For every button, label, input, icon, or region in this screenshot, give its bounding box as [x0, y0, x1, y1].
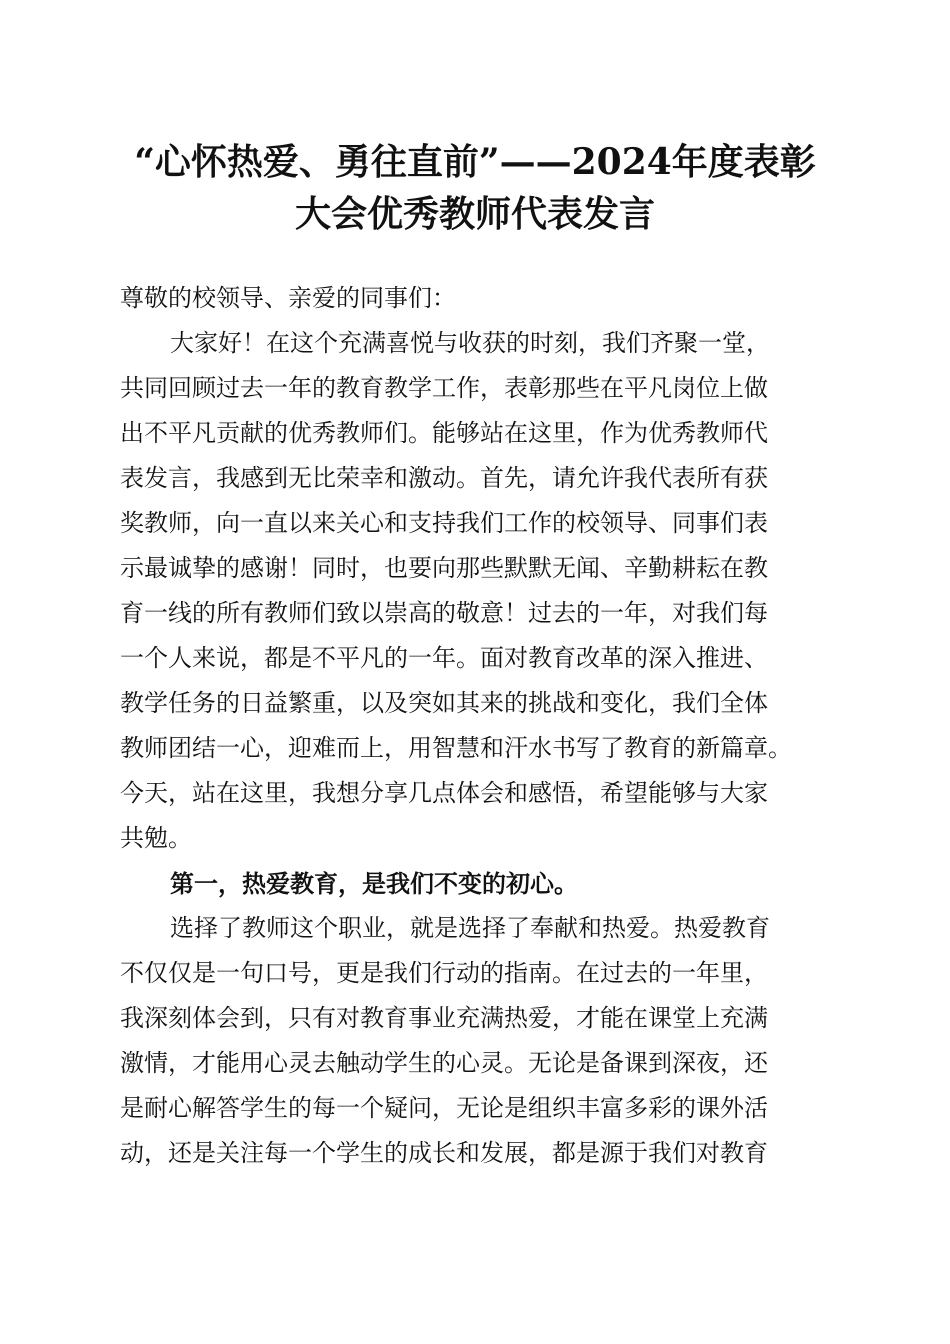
section-heading: 第一，热爱教育，是我们不变的初心。	[170, 869, 578, 898]
page-title	[60, 136, 890, 240]
paragraph-line: 共同回顾过去一年的教育教学工作，表彰那些在平凡岗位上做	[120, 374, 768, 402]
title-line-1: “心怀热爱、勇往直前”——2024年度表彰	[134, 141, 816, 183]
paragraph-line: 教师团结一心，迎难而上，用智慧和汗水书写了教育的新篇章。	[120, 734, 792, 762]
paragraph-line: 动，还是关注每一个学生的成长和发展，都是源于我们对教育	[120, 1139, 768, 1167]
paragraph-line: 育一线的所有教师们致以崇高的敬意！过去的一年，对我们每	[120, 599, 768, 627]
salutation-line: 尊敬的校领导、亲爱的同事们：	[120, 284, 456, 312]
title-line-2: 大会优秀教师代表发言	[294, 193, 655, 235]
paragraph-line: 教学任务的日益繁重，以及突如其来的挑战和变化，我们全体	[120, 689, 768, 717]
paragraph-line: 是耐心解答学生的每一个疑问，无论是组织丰富多彩的课外活	[120, 1094, 768, 1122]
paragraph-line: 示最诚挚的感谢！同时，也要向那些默默无闻、辛勤耕耘在教	[120, 554, 768, 582]
speech-body	[120, 276, 835, 1176]
paragraph-line: 选择了教师这个职业，就是选择了奉献和热爱。热爱教育	[170, 914, 770, 942]
paragraph-line: 今天，站在这里，我想分享几点体会和感悟，希望能够与大家	[120, 779, 768, 807]
paragraph-line: 表发言，我感到无比荣幸和激动。首先，请允许我代表所有获	[120, 464, 768, 492]
paragraph-line: 奖教师，向一直以来关心和支持我们工作的校领导、同事们表	[120, 509, 768, 537]
paragraph-line: 一个人来说，都是不平凡的一年。面对教育改革的深入推进、	[120, 644, 768, 672]
paragraph-line: 出不平凡贡献的优秀教师们。能够站在这里，作为优秀教师代	[120, 419, 768, 447]
paragraph-line: 我深刻体会到，只有对教育事业充满热爱，才能在课堂上充满	[120, 1004, 768, 1032]
paragraph-line: 大家好！在这个充满喜悦与收获的时刻，我们齐聚一堂，	[170, 329, 770, 357]
paragraph-line: 共勉。	[120, 824, 192, 852]
paragraph-line: 不仅仅是一句口号，更是我们行动的指南。在过去的一年里，	[120, 959, 768, 987]
paragraph-line: 激情，才能用心灵去触动学生的心灵。无论是备课到深夜，还	[120, 1049, 768, 1077]
